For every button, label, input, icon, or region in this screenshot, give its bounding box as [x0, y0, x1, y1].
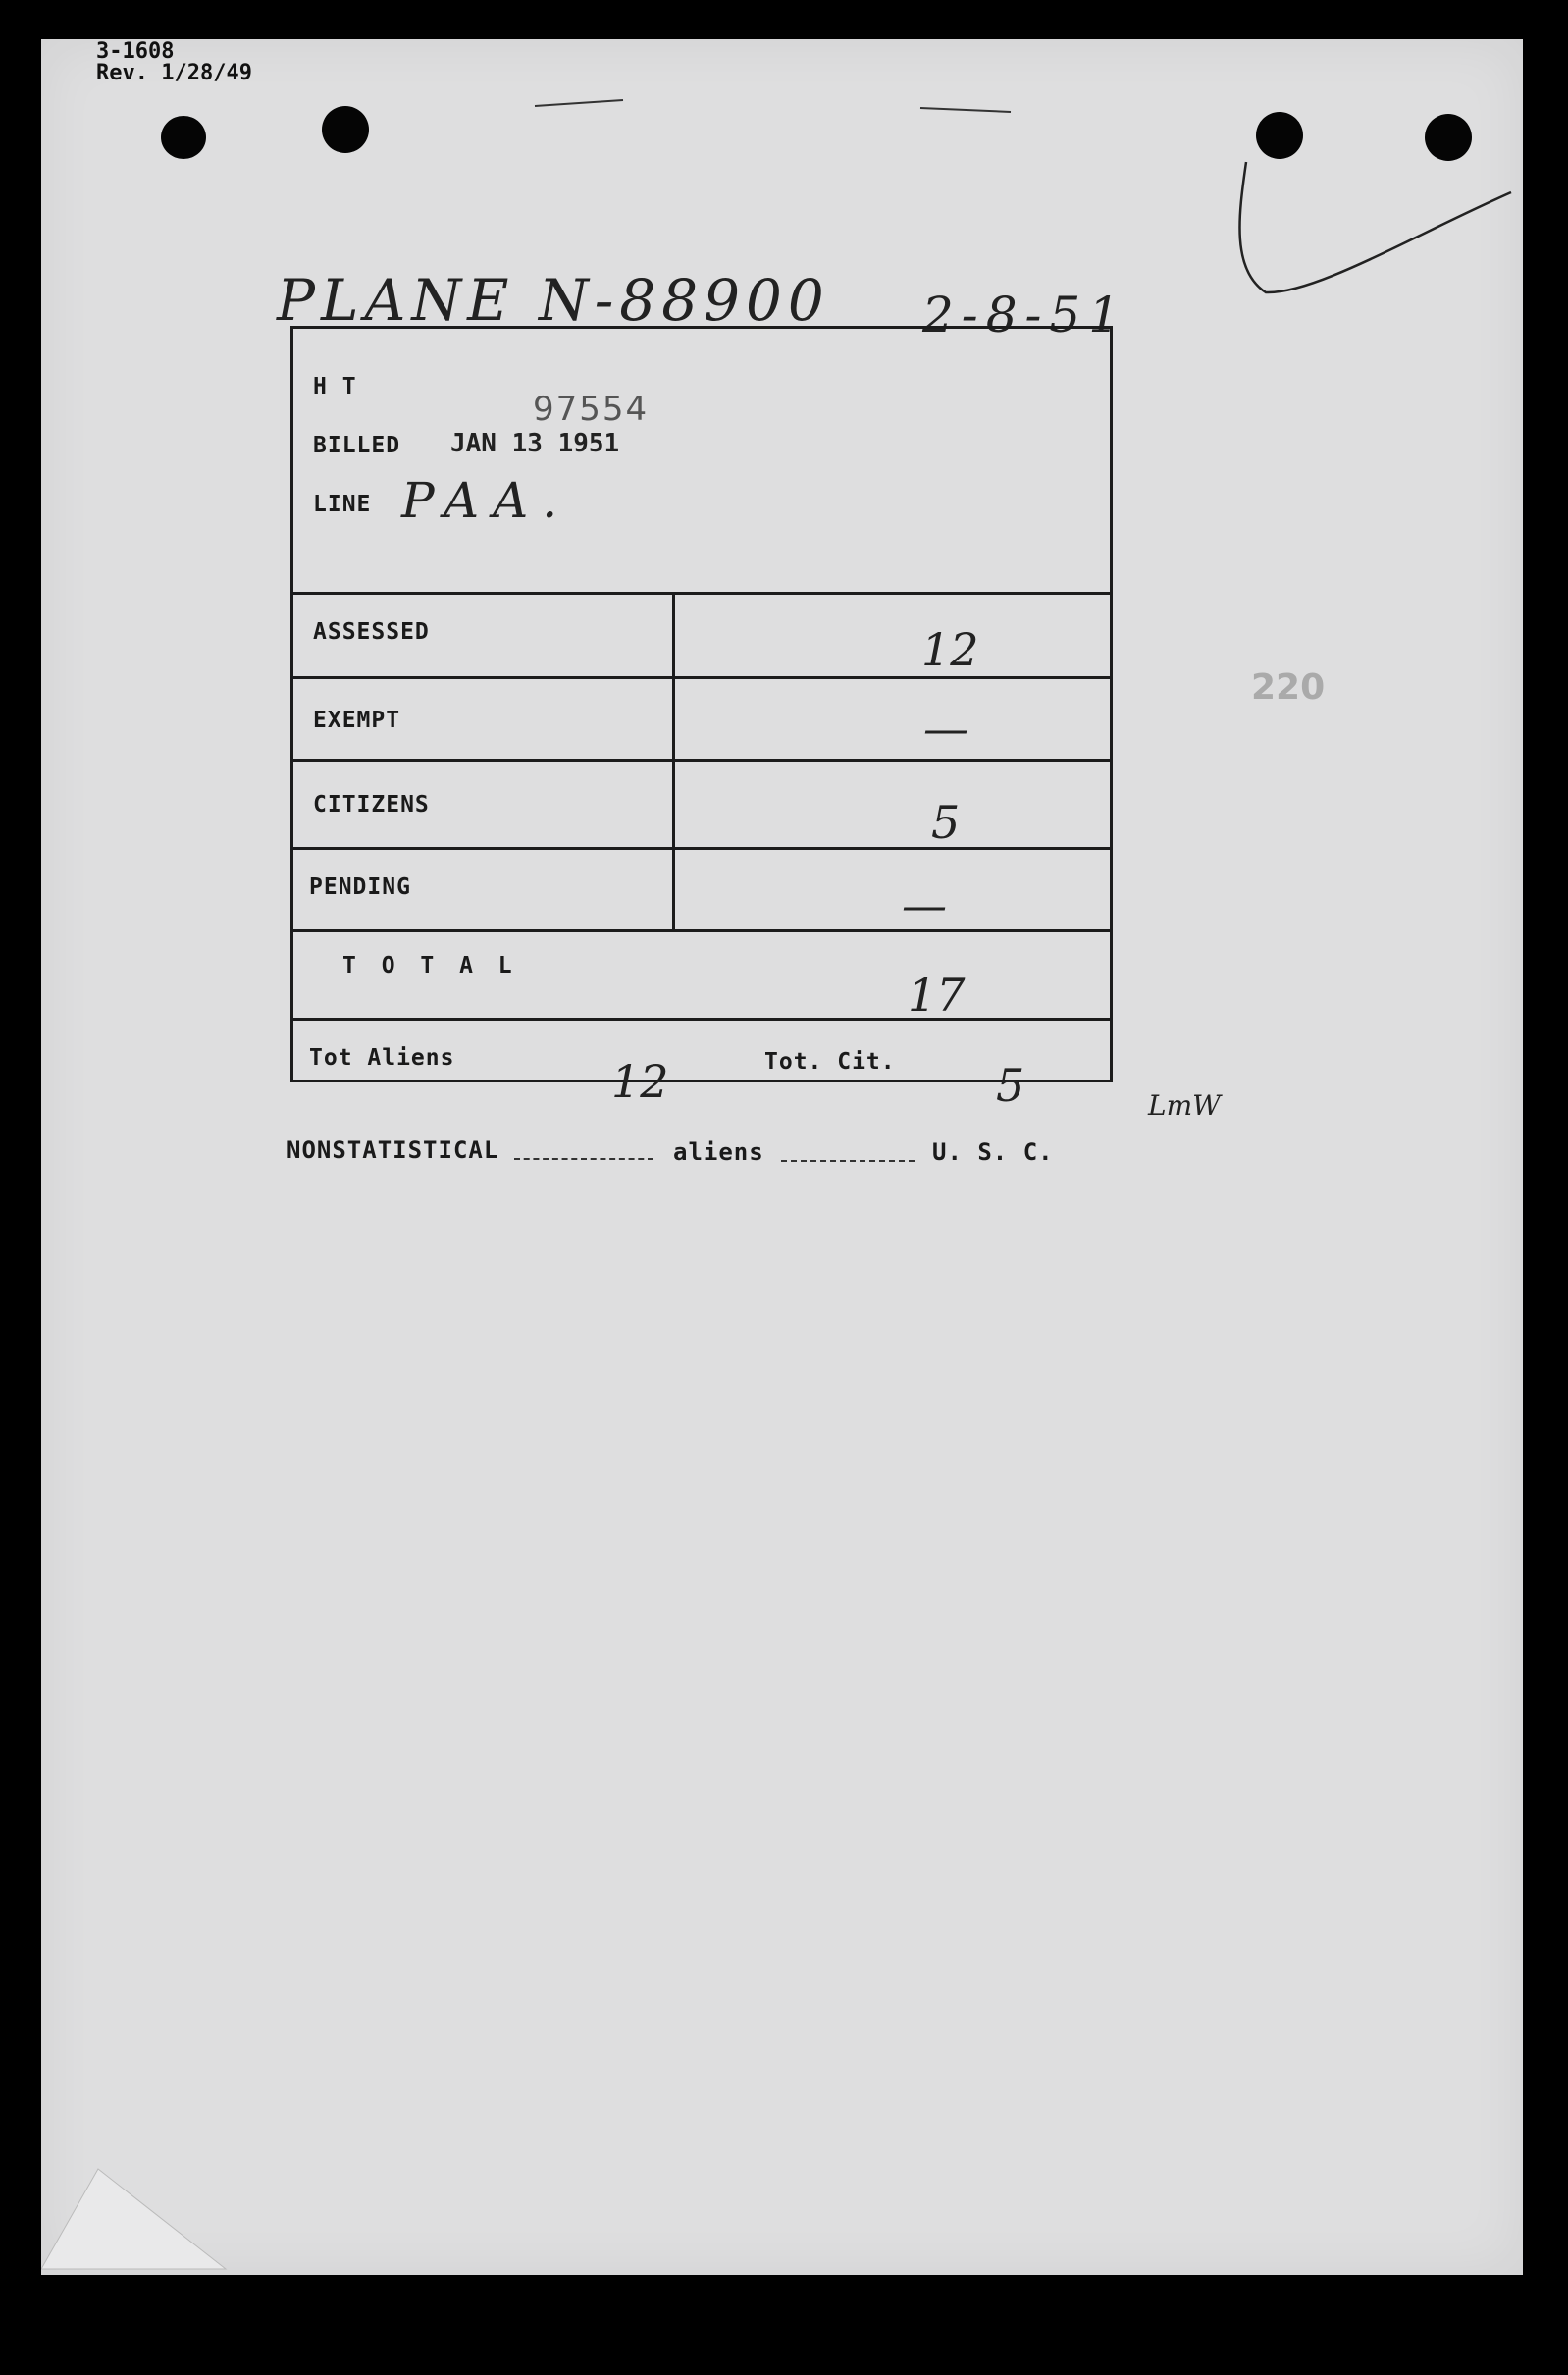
billed-date-stamp: JAN 13 1951 — [450, 429, 620, 458]
form-revision: Rev. 1/28/49 — [96, 61, 252, 85]
line-value-handwritten: PAA. — [401, 472, 572, 529]
plane-number-handwritten: PLANE N-88900 — [277, 267, 830, 334]
nonstatistical-blank-line — [514, 1158, 653, 1160]
initials-handwritten: LmW — [1148, 1089, 1221, 1122]
divider — [293, 759, 1110, 762]
column-divider — [672, 592, 675, 929]
divider — [293, 1018, 1110, 1021]
form-number: 3-1608 — [96, 39, 175, 64]
ht-label: H T — [313, 374, 357, 399]
exempt-label: EXEMPT — [313, 708, 401, 733]
date-handwritten: 2-8-51 — [922, 287, 1128, 343]
pending-label: PENDING — [309, 874, 411, 900]
citizens-label: CITIZENS — [313, 792, 430, 818]
billed-label: BILLED — [313, 433, 401, 458]
assessed-value: 12 — [921, 623, 979, 676]
divider — [293, 592, 1110, 595]
exempt-value: — — [923, 702, 968, 755]
tot-aliens-value: 12 — [611, 1055, 669, 1108]
nonstatistical-label: NONSTATISTICAL — [287, 1136, 499, 1164]
ht-stamp-number: 97554 — [533, 390, 650, 429]
divider — [293, 929, 1110, 932]
manifest-form-box — [290, 326, 1113, 1112]
side-stamp-number: 220 — [1251, 667, 1326, 708]
total-label: T O T A L — [342, 953, 518, 978]
tot-aliens-label: Tot Aliens — [309, 1045, 455, 1071]
pending-value: — — [902, 878, 947, 931]
tot-cit-label: Tot. Cit. — [764, 1049, 896, 1075]
aliens-label: aliens — [673, 1138, 764, 1166]
tot-cit-value: 5 — [996, 1059, 1025, 1112]
divider — [293, 676, 1110, 679]
folded-corner — [41, 2159, 237, 2277]
usc-label: U. S. C. — [932, 1138, 1054, 1166]
citizens-value: 5 — [931, 796, 961, 849]
total-value: 17 — [908, 969, 966, 1022]
aliens-blank-line — [781, 1160, 915, 1162]
assessed-label: ASSESSED — [313, 619, 430, 645]
divider — [293, 847, 1110, 850]
line-label: LINE — [313, 492, 372, 517]
